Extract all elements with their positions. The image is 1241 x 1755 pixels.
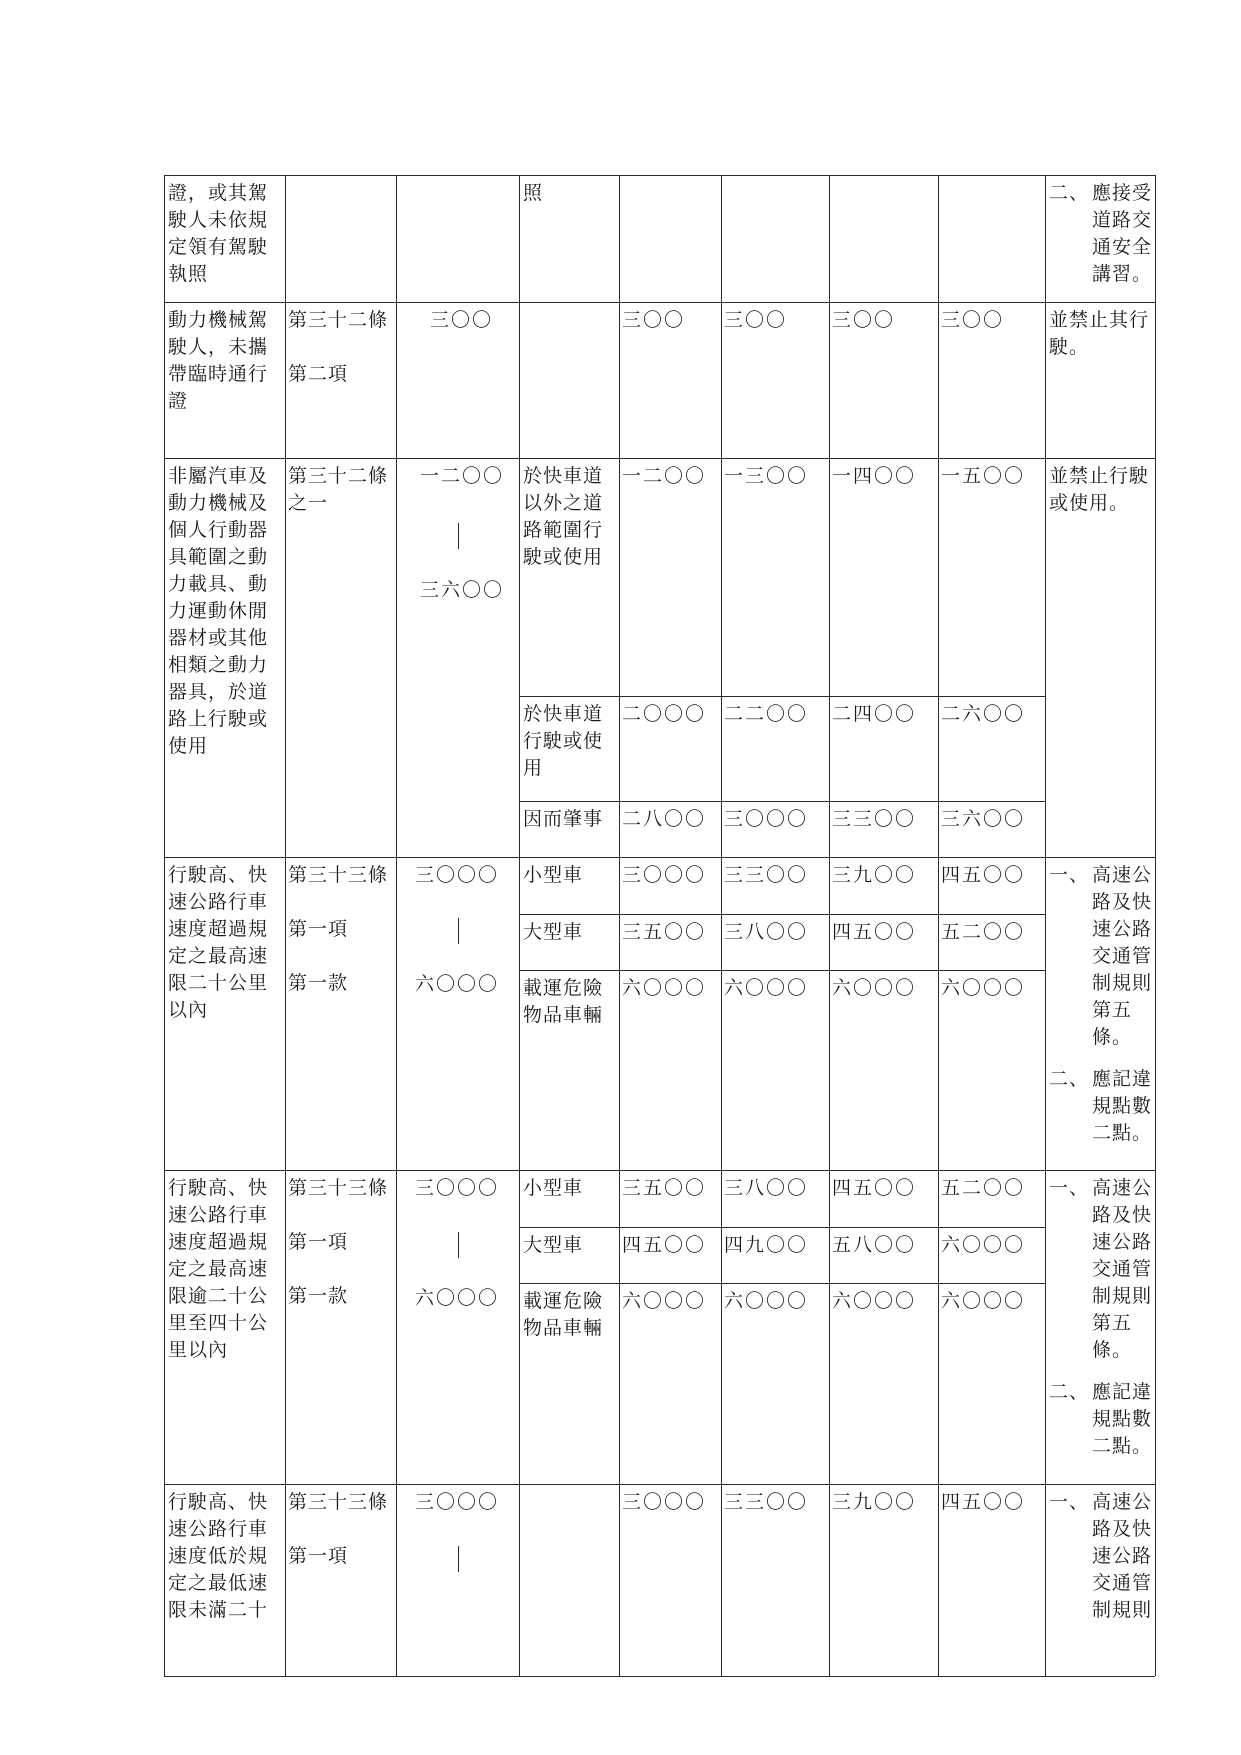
- fine-cell: 四五〇〇: [832, 921, 917, 943]
- article-cell: 第三十三條 第一項: [288, 1491, 389, 1567]
- remark-text: 高速公 路及快 速公路 交通管 制規則: [1092, 1491, 1153, 1621]
- fine-cell: 三〇〇: [832, 309, 896, 331]
- offense-cell: 行駛高、快 速公路行車 速度超過規 定之最高速 限逾二十公 里至四十公 里以內: [168, 1177, 269, 1361]
- fine-cell: 六〇〇〇: [622, 977, 707, 999]
- fine-cell: 一四〇〇: [832, 465, 917, 487]
- subcategory-cell: 照: [523, 182, 544, 204]
- fine-cell: 二八〇〇: [622, 808, 707, 830]
- subcategory-cell: 小型車: [523, 1177, 584, 1199]
- fine-cell: 六〇〇〇: [832, 977, 917, 999]
- fine-cell: 三〇〇〇: [622, 864, 707, 886]
- article-cell: 第三十二條 之一: [288, 465, 389, 514]
- remark-text: 應記違 規點數 二點。: [1092, 1381, 1153, 1457]
- fine-cell: 三〇〇: [622, 309, 686, 331]
- fine-cell: 三〇〇: [941, 309, 1005, 331]
- fine-cell: 四五〇〇: [622, 1234, 707, 1256]
- fine-range-low: 三〇〇〇: [415, 1177, 500, 1199]
- fine-cell: 三五〇〇: [622, 921, 707, 943]
- fine-cell: 一二〇〇: [622, 465, 707, 487]
- fine-range-low: 三〇〇〇: [415, 864, 500, 886]
- remark-text: 應接受 道路交 通安全 講習。: [1092, 182, 1153, 285]
- fine-cell: 三六〇〇: [941, 808, 1026, 830]
- fine-cell: 二二〇〇: [724, 703, 809, 725]
- remark-marker: 二、: [1049, 1068, 1090, 1090]
- fine-cell: 三三〇〇: [724, 1491, 809, 1513]
- subcategory-cell: 大型車: [523, 921, 584, 943]
- remarks-cell: 並禁止行駛 或使用。: [1049, 465, 1150, 514]
- subcategory-cell: 載運危險 物品車輛: [523, 1290, 604, 1339]
- fine-cell: 三五〇〇: [622, 1177, 707, 1199]
- subcategory-cell: 因而肇事: [523, 808, 604, 830]
- fine-cell: 一五〇〇: [941, 465, 1026, 487]
- remark-text: 高速公 路及快 速公路 交通管 制規則 第五 條。: [1092, 864, 1153, 1048]
- remarks-cell: 並禁止其行 駛。: [1049, 309, 1150, 358]
- fine-cell: 四五〇〇: [832, 1177, 917, 1199]
- range-dash: [458, 1232, 459, 1258]
- fine-cell: 三八〇〇: [724, 921, 809, 943]
- fine-cell: 六〇〇〇: [941, 1290, 1026, 1312]
- offense-cell: 行駛高、快 速公路行車 速度低於規 定之最低速 限未滿二十: [168, 1491, 269, 1621]
- fine-cell: 三三〇〇: [724, 864, 809, 886]
- remark-marker: 二、: [1049, 1381, 1090, 1403]
- fine-cell: 三〇〇〇: [622, 1491, 707, 1513]
- fine-cell: 四九〇〇: [724, 1234, 809, 1256]
- remark-text: 應記違 規點數 二點。: [1092, 1068, 1153, 1144]
- fine-cell: 六〇〇〇: [941, 1234, 1026, 1256]
- fine-cell: 三八〇〇: [724, 1177, 809, 1199]
- remark-marker: 二、: [1049, 182, 1090, 204]
- fine-cell: 六〇〇〇: [941, 977, 1026, 999]
- fine-cell: 六〇〇〇: [832, 1290, 917, 1312]
- fine-cell: 四五〇〇: [941, 864, 1026, 886]
- range-dash: [458, 918, 459, 944]
- fine-cell: 六〇〇〇: [724, 1290, 809, 1312]
- fine-cell: 五二〇〇: [941, 921, 1026, 943]
- fine-cell: 二六〇〇: [941, 703, 1026, 725]
- fine-range-low: 三〇〇〇: [415, 1491, 500, 1513]
- fine-cell: 五二〇〇: [941, 1177, 1026, 1199]
- fine-cell: 五八〇〇: [832, 1234, 917, 1256]
- subcategory-cell: 大型車: [523, 1234, 584, 1256]
- fine-cell: 三九〇〇: [832, 1491, 917, 1513]
- article-cell: 第三十三條 第一項 第一款: [288, 864, 389, 994]
- fine-cell: 三九〇〇: [832, 864, 917, 886]
- offense-cell: 證，或其駕 駛人未依規 定領有駕駛 執照: [168, 182, 269, 285]
- fine-range-high: 六〇〇〇: [415, 1287, 500, 1309]
- subcategory-cell: 載運危險 物品車輛: [523, 977, 604, 1026]
- remark-marker: 一、: [1049, 1491, 1090, 1513]
- fine-cell: 二四〇〇: [832, 703, 917, 725]
- subcategory-cell: 於快車道 以外之道 路範圍行 駛或使用: [523, 465, 604, 568]
- subcategory-cell: 於快車道 行駛或使 用: [523, 703, 604, 779]
- article-cell: 第三十三條 第一項 第一款: [288, 1177, 389, 1307]
- fine-cell: 六〇〇〇: [724, 977, 809, 999]
- range-dash: [458, 1546, 459, 1572]
- remark-marker: 一、: [1049, 1177, 1090, 1199]
- fine-cell: 六〇〇〇: [622, 1290, 707, 1312]
- remark-marker: 一、: [1049, 864, 1090, 886]
- fine-range-high: 三六〇〇: [420, 579, 505, 601]
- offense-cell: 非屬汽車及 動力機械及 個人行動器 具範圍之動 力載具、動 力運動休閒 器材或其他 相類之動力 器具，於道 路上行駛或 使用: [168, 465, 269, 757]
- fine-cell: 四五〇〇: [941, 1491, 1026, 1513]
- fine-cell: 二〇〇〇: [622, 703, 707, 725]
- fine-range-low: 一二〇〇: [420, 465, 505, 487]
- article-cell: 第三十二條 第二項: [288, 309, 389, 385]
- fine-range-low: 三〇〇: [430, 309, 494, 331]
- fine-cell: 三〇〇〇: [724, 808, 809, 830]
- fine-cell: 一三〇〇: [724, 465, 809, 487]
- fine-cell: 三〇〇: [724, 309, 788, 331]
- offense-cell: 行駛高、快 速公路行車 速度超過規 定之最高速 限二十公里 以內: [168, 864, 269, 1021]
- range-dash: [458, 523, 459, 549]
- fine-range-high: 六〇〇〇: [415, 973, 500, 995]
- offense-cell: 動力機械駕 駛人，未攜 帶臨時通行 證: [168, 309, 269, 412]
- remark-text: 高速公 路及快 速公路 交通管 制規則 第五 條。: [1092, 1177, 1153, 1361]
- fine-cell: 三三〇〇: [832, 808, 917, 830]
- subcategory-cell: 小型車: [523, 864, 584, 886]
